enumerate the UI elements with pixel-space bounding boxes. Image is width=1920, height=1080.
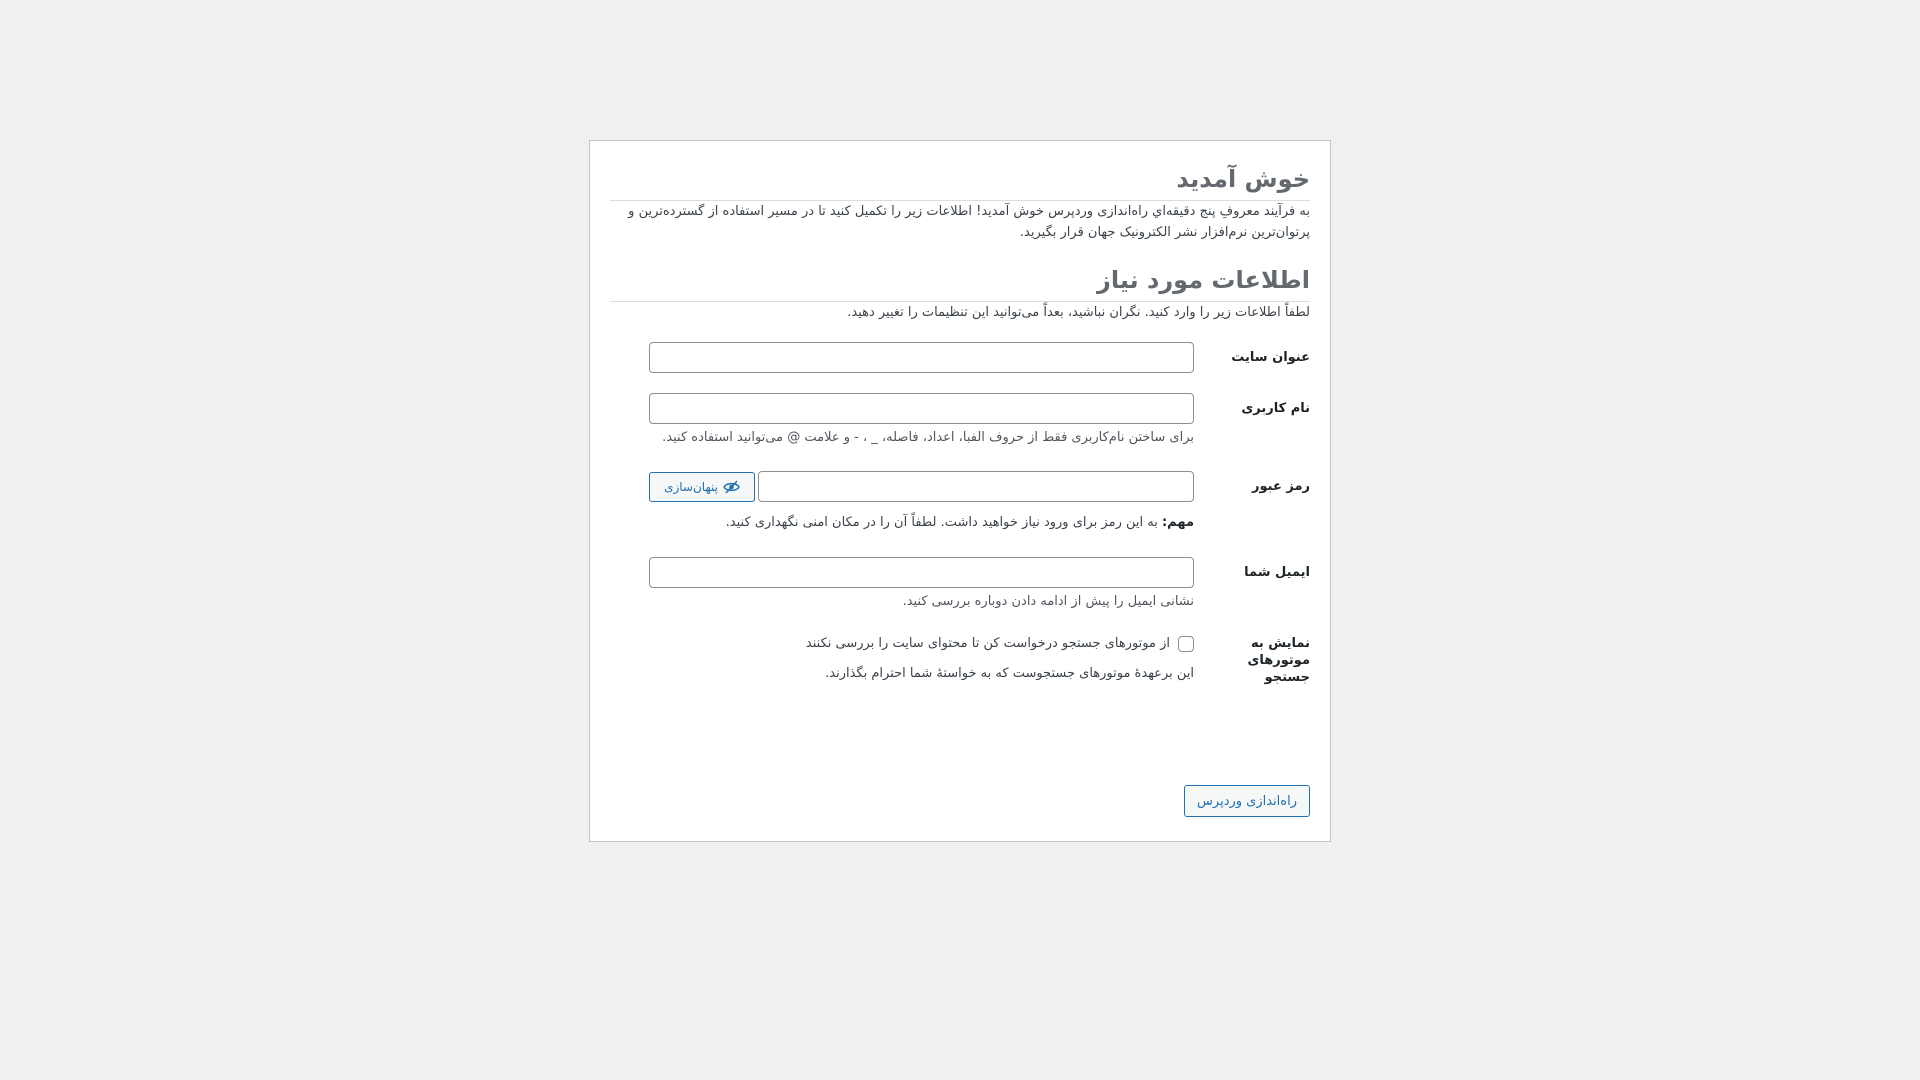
password-important-note — [649, 512, 1194, 533]
password-field-wrap — [649, 471, 1194, 533]
row-site-title — [610, 342, 1310, 373]
important-text: به این رمز برای ورود نیاز خواهید داشت. لطفاً آن را در مکان امنی نگهداری کنید. — [725, 515, 1158, 530]
important-label: مهم: — [1161, 515, 1194, 530]
password-input-group — [649, 471, 1194, 502]
username-field-wrap — [649, 393, 1194, 448]
row-username — [610, 393, 1310, 448]
row-search-visibility — [610, 633, 1310, 686]
search-visibility-checkbox-label[interactable]: از موتورهای جستجو درخواست کن تا محتوای سایت را بررسی نکنند — [805, 636, 1170, 651]
welcome-heading: خوش آمدید — [610, 161, 1310, 201]
hide-password-button[interactable] — [649, 472, 755, 502]
email-field-wrap — [649, 557, 1194, 612]
username-description: برای ساختن نام‌کاربری فقط از حروف الفبا، اعداد، فاصله، _ ، - و علامت @ می‌توانید استفاده کنید. — [662, 430, 1194, 445]
username-label: نام کاربری — [1241, 401, 1310, 416]
setup-card — [589, 140, 1331, 842]
hide-password-label: پنهان‌سازی — [664, 479, 718, 494]
please-text: لطفاً اطلاعات زیر را وارد کنید. نگران نباشید، بعداً می‌توانید این تنظیمات را تغییر دهید. — [847, 305, 1310, 320]
email-description: نشانی ایمیل را پیش از ادامه دادن دوباره بررسی کنید. — [902, 594, 1194, 609]
eye-slash-icon — [723, 480, 740, 494]
site-title-label: عنوان سایت — [1231, 350, 1310, 365]
site-title-field-wrap — [649, 342, 1194, 373]
info-heading: اطلاعات مورد نیاز — [610, 262, 1310, 302]
search-visibility-field-wrap — [649, 633, 1194, 684]
row-password — [610, 471, 1310, 533]
intro-text: به فرآیند معروفِ پنج دقیقه‌اي راه‌اندازی وردپرس خوش آمدید! اطلاعات زیر را تکمیل کنید تا در مسیر استفاده از گسترده‌ترین و پرتوان‌ترین نرم‌افزار نشر الکترونیک جهان قرار بگیرید. — [628, 204, 1310, 240]
email-label: ایمیل شما — [1244, 565, 1310, 580]
row-email — [610, 557, 1310, 612]
search-visibility-label: نمایش به موتورهای جستجو — [1247, 636, 1310, 685]
site-title-input[interactable] — [649, 342, 1194, 373]
search-visibility-option[interactable] — [649, 633, 1194, 654]
install-wordpress-button[interactable]: راه‌اندازی وردپرس — [1184, 785, 1310, 817]
search-visibility-description: این برعهدهٔ موتورهای جستجوست که به خواستهٔ شما احترام بگذارند. — [825, 666, 1194, 681]
username-input[interactable] — [649, 393, 1194, 424]
search-visibility-checkbox[interactable] — [1178, 636, 1194, 652]
password-input[interactable] — [758, 471, 1194, 502]
email-input[interactable] — [649, 557, 1194, 588]
password-label: رمز عبور — [1252, 479, 1310, 494]
